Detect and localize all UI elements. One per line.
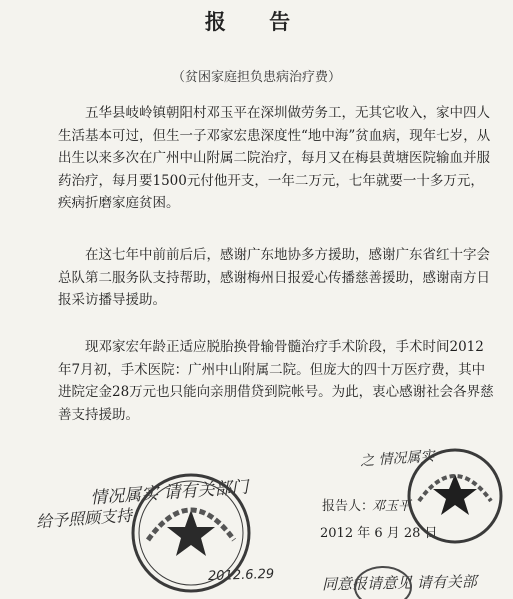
official-seal-right xyxy=(405,446,505,546)
handwritten-date-left: 2012.6.29 xyxy=(207,566,275,585)
reporter-signature: 邓玉平 xyxy=(372,499,412,514)
handwritten-endorsement-line1: 情况属实 请有关部门 xyxy=(89,477,250,509)
handwritten-note-right-bottom: 同意报请意见 请有关部 xyxy=(321,572,477,594)
reporter-label: 报告人： xyxy=(322,499,375,514)
handwritten-endorsement-line2: 给予照顾支持 xyxy=(35,505,133,532)
small-seal-bottom xyxy=(352,559,414,599)
paragraph-3: 现邓家宏年龄正适应脱胎换骨输骨髓治疗手术阶段，手术时间2012年7月初，手术医院：广州中山附属二院。但庞大的四十万医疗费，其中进院定金28万元也只能向亲朋借贷到院帐号。为此，衷心感谢社会各界慈善支持援助。 xyxy=(58,339,494,423)
handwritten-note-right-top: 之 情况属实 xyxy=(359,448,435,470)
paragraph-1: 五华县岐岭镇朝阳村邓玉平在深圳做劳务工，无其它收入，家中四人生活基本可过，但生一子邓家宏患深度性“地中海”贫血病，现年七岁，从出生以来多次在广州中山附属二院治疗，每月又在梅县黄塘医院输血并服药治疗，每月要1500元付他开支，一年二万元，七年就要一十多万元，疾病折磨家庭贫困。 xyxy=(58,105,491,211)
official-seal-left xyxy=(128,470,254,596)
paragraph-2: 在这七年中前前后后，感谢广东地协多方援助，感谢广东省红十字会总队第二服务队支持帮助，感谢梅州日报爱心传播慈善援助，感谢南方日报采访播导援助。 xyxy=(58,247,490,308)
report-date: 2012 年 6 月 28 日 xyxy=(320,526,438,541)
document-title: 报 告 xyxy=(204,9,309,34)
document-subtitle: （贫困家庭担负患病治疗费） xyxy=(171,70,341,85)
